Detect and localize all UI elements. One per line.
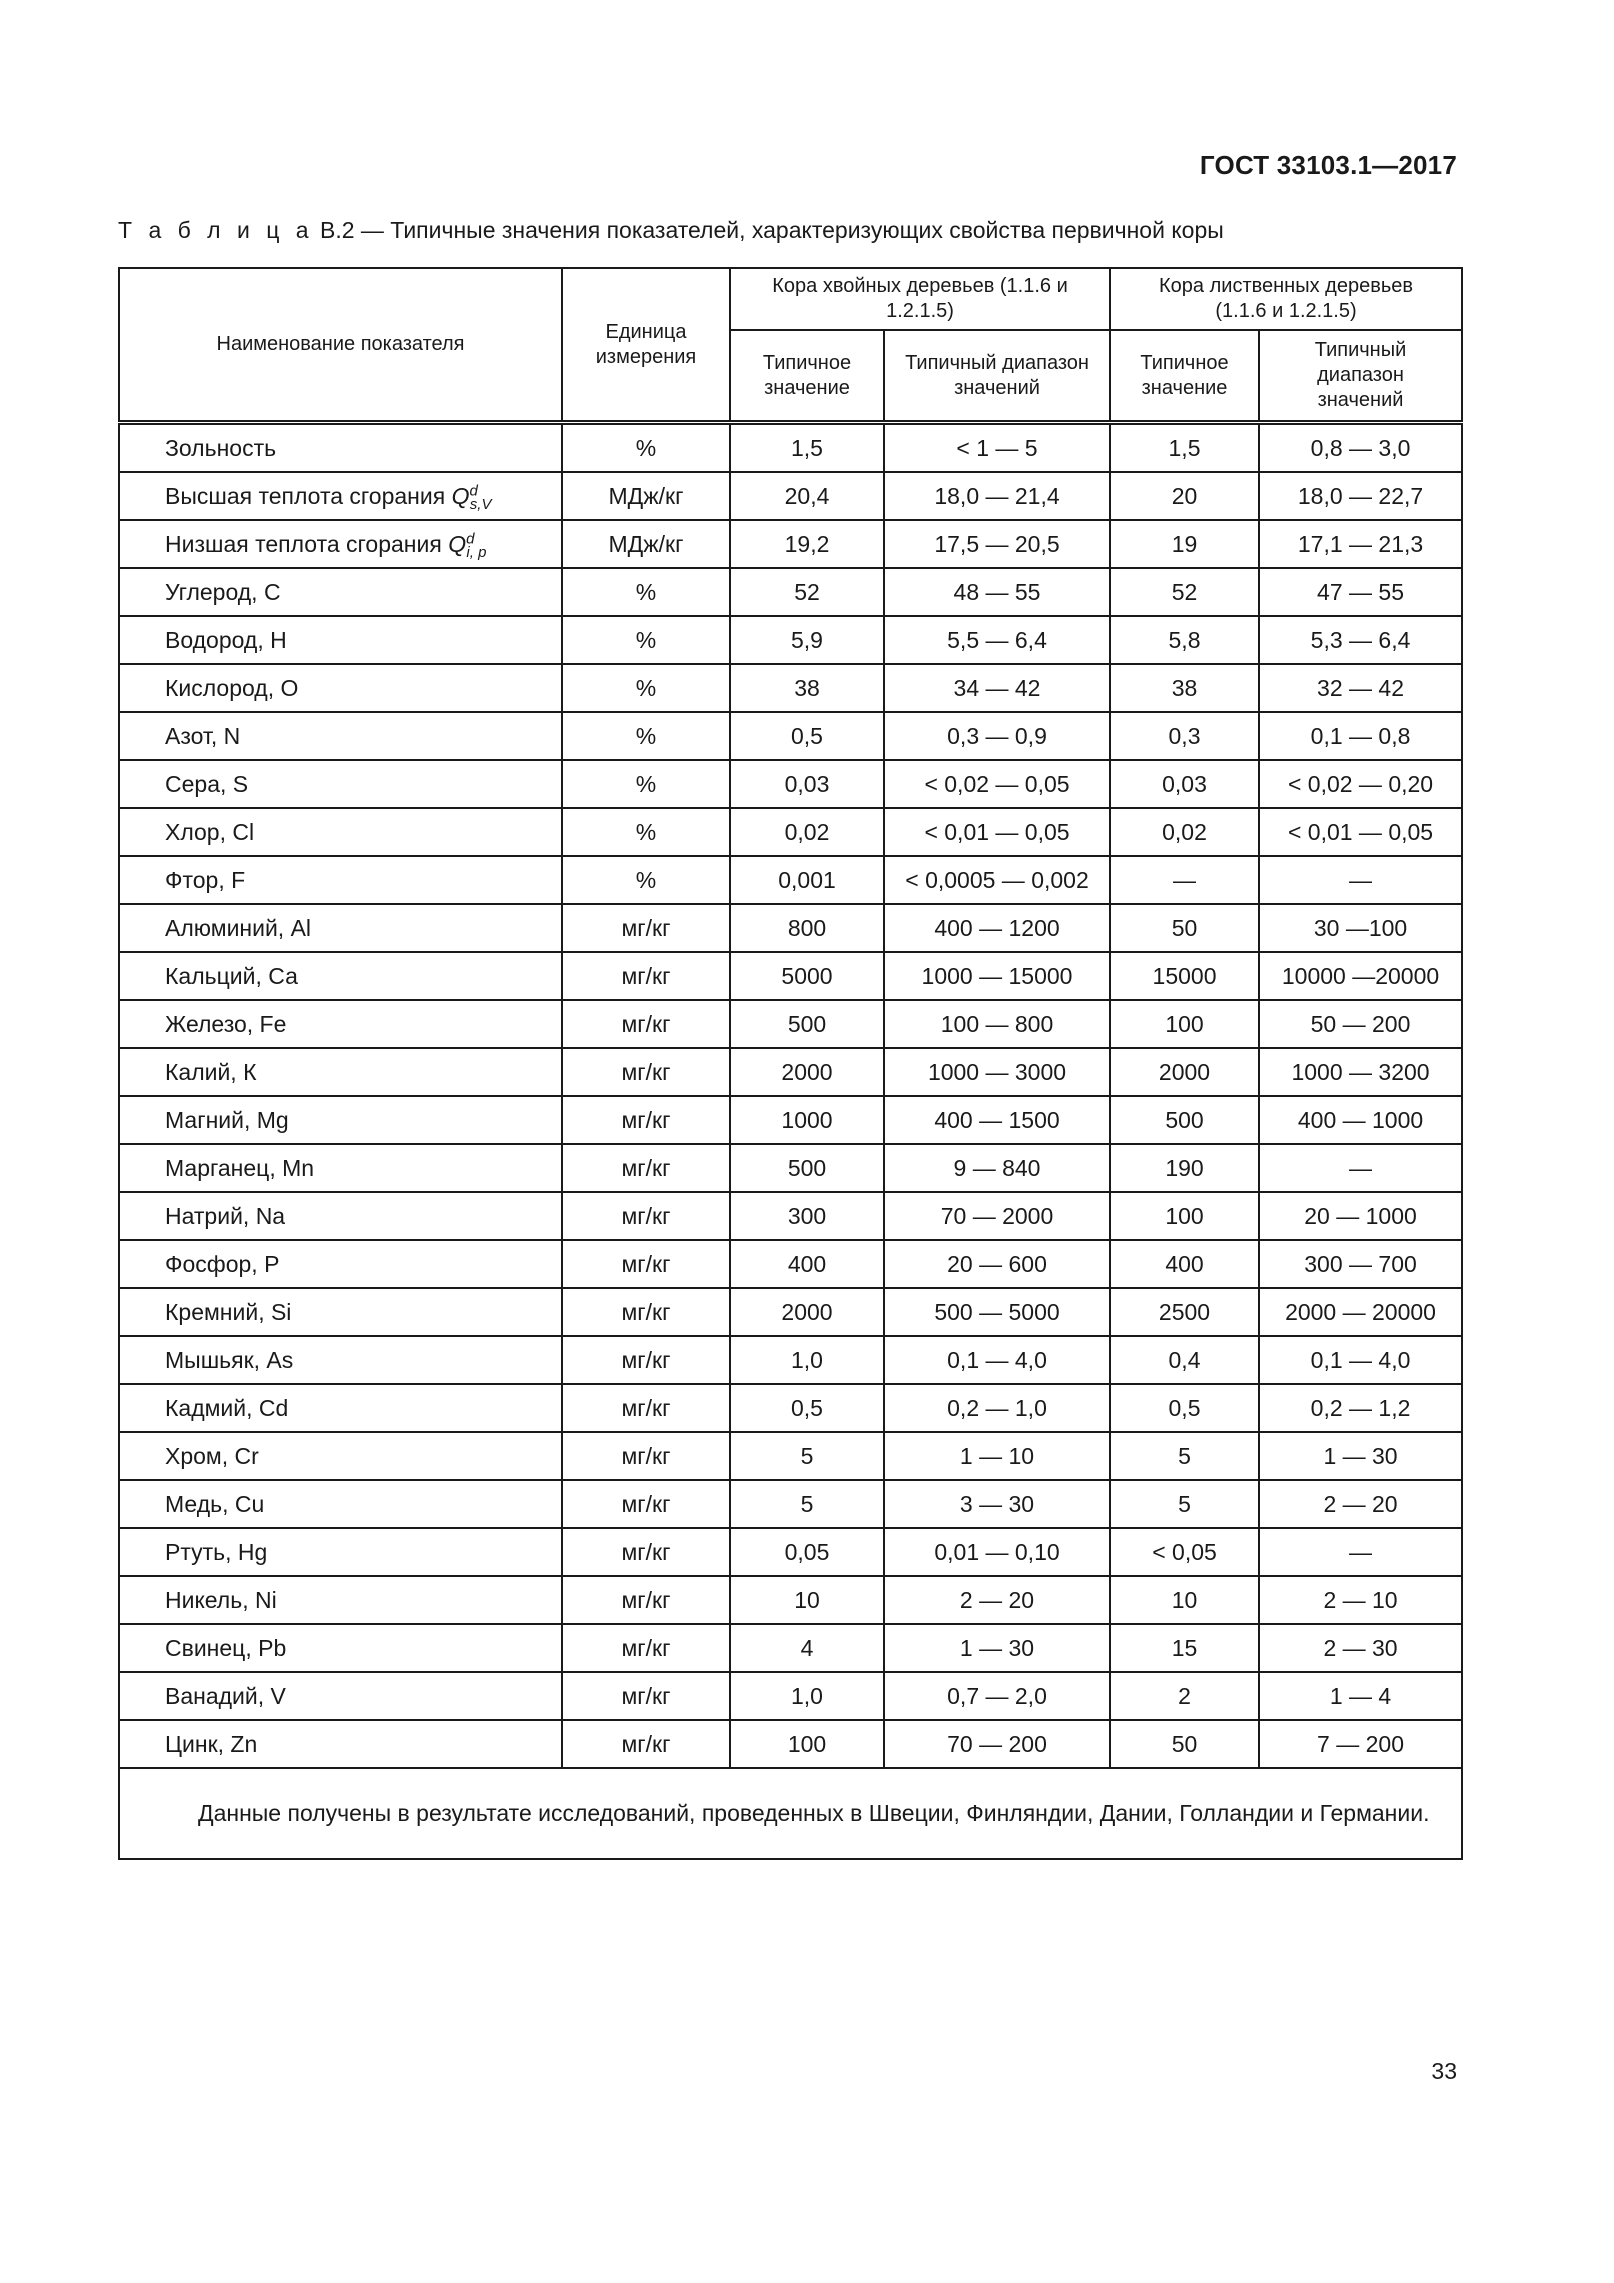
decid-range-cell: 2000 — 20000 (1259, 1288, 1462, 1336)
table-row (119, 1048, 1462, 1096)
conif-value-cell: 4 (730, 1624, 884, 1672)
indicator-name-cell: Магний, Mg (119, 1096, 562, 1144)
decid-value-cell: 15 (1110, 1624, 1259, 1672)
unit-cell: % (562, 616, 730, 664)
header-decid-typical-range: Типичный диапазон значений (1259, 330, 1462, 423)
heat-superscript: d (469, 481, 478, 499)
indicator-name-cell: Азот, N (119, 712, 562, 760)
unit-cell: мг/кг (562, 952, 730, 1000)
table-row (119, 520, 1462, 568)
decid-value-cell: 0,4 (1110, 1336, 1259, 1384)
conif-range-cell: 70 — 2000 (884, 1192, 1110, 1240)
table-row (119, 423, 1462, 473)
heat-superscript: d (466, 529, 475, 547)
heat-symbol: Q (451, 482, 470, 509)
decid-range-cell: 18,0 — 22,7 (1259, 472, 1462, 520)
table-caption (118, 217, 1224, 244)
heat-subscript: s,V (469, 496, 492, 514)
unit-cell: мг/кг (562, 1576, 730, 1624)
conif-range-cell: 0,01 — 0,10 (884, 1528, 1110, 1576)
decid-range-cell: 32 — 42 (1259, 664, 1462, 712)
standard-number: ГОСТ 33103.1—2017 (1199, 150, 1457, 180)
decid-range-cell: 0,8 — 3,0 (1259, 423, 1462, 473)
header-conif-typical-value: Типичное значение (730, 330, 884, 423)
decid-value-cell: 5,8 (1110, 616, 1259, 664)
decid-value-cell: 5 (1110, 1432, 1259, 1480)
decid-range-cell: 0,2 — 1,2 (1259, 1384, 1462, 1432)
decid-range-cell: 300 — 700 (1259, 1240, 1462, 1288)
conif-range-cell: 3 — 30 (884, 1480, 1110, 1528)
decid-value-cell: 38 (1110, 664, 1259, 712)
conif-value-cell: 800 (730, 904, 884, 952)
unit-cell: мг/кг (562, 1048, 730, 1096)
conif-range-cell: 48 — 55 (884, 568, 1110, 616)
conif-value-cell: 2000 (730, 1048, 884, 1096)
table-header-row (119, 268, 1462, 330)
table-row (119, 472, 1462, 520)
conif-value-cell: 5 (730, 1432, 884, 1480)
conif-value-cell: 100 (730, 1720, 884, 1768)
indicator-name-cell: Мышьяк, As (119, 1336, 562, 1384)
conif-range-cell: 500 — 5000 (884, 1288, 1110, 1336)
decid-range-cell: 7 — 200 (1259, 1720, 1462, 1768)
conif-value-cell: 5 (730, 1480, 884, 1528)
conif-range-cell: 18,0 — 21,4 (884, 472, 1110, 520)
indicator-name-cell: Марганец, Mn (119, 1144, 562, 1192)
decid-range-cell: 2 — 30 (1259, 1624, 1462, 1672)
decid-range-cell: 47 — 55 (1259, 568, 1462, 616)
decid-range-cell: 0,1 — 4,0 (1259, 1336, 1462, 1384)
conif-range-cell: < 0,02 — 0,05 (884, 760, 1110, 808)
conif-range-cell: 0,2 — 1,0 (884, 1384, 1110, 1432)
table-row (119, 904, 1462, 952)
unit-cell: мг/кг (562, 904, 730, 952)
table-row (119, 1432, 1462, 1480)
decid-range-cell: < 0,02 — 0,20 (1259, 760, 1462, 808)
header-conif-typical-range: Типичный диапазон значений (884, 330, 1110, 423)
decid-value-cell: 2000 (1110, 1048, 1259, 1096)
header-name: Наименование показателя (119, 268, 562, 423)
indicator-name-cell: Сера, S (119, 760, 562, 808)
decid-value-cell: 52 (1110, 568, 1259, 616)
table-row (119, 856, 1462, 904)
decid-range-cell: 2 — 10 (1259, 1576, 1462, 1624)
conif-value-cell: 0,05 (730, 1528, 884, 1576)
table-row (119, 1144, 1462, 1192)
conif-value-cell: 5,9 (730, 616, 884, 664)
indicator-name-cell: Ванадий, V (119, 1672, 562, 1720)
conif-range-cell: 0,1 — 4,0 (884, 1336, 1110, 1384)
conif-range-cell: 20 — 600 (884, 1240, 1110, 1288)
decid-value-cell: 2 (1110, 1672, 1259, 1720)
table-row (119, 1192, 1462, 1240)
conif-range-cell: 400 — 1200 (884, 904, 1110, 952)
conif-value-cell: 0,02 (730, 808, 884, 856)
bark-properties-table (118, 267, 1463, 1860)
unit-cell: МДж/кг (562, 520, 730, 568)
heat-subscript: i, p (466, 544, 487, 562)
indicator-name-cell: Фосфор, Р (119, 1240, 562, 1288)
conif-range-cell: 0,7 — 2,0 (884, 1672, 1110, 1720)
unit-cell: % (562, 712, 730, 760)
decid-range-cell: — (1259, 1528, 1462, 1576)
decid-value-cell: 190 (1110, 1144, 1259, 1192)
unit-cell: мг/кг (562, 1384, 730, 1432)
table-row (119, 664, 1462, 712)
unit-cell: мг/кг (562, 1720, 730, 1768)
table-row (119, 1288, 1462, 1336)
decid-value-cell: 5 (1110, 1480, 1259, 1528)
indicator-name-cell: Алюминий, Al (119, 904, 562, 952)
decid-range-cell: — (1259, 1144, 1462, 1192)
indicator-name-cell: Железо, Fe (119, 1000, 562, 1048)
conif-range-cell: 34 — 42 (884, 664, 1110, 712)
table-row (119, 1384, 1462, 1432)
indicator-name-cell (119, 472, 562, 520)
indicator-name-cell: Хром, Cr (119, 1432, 562, 1480)
table-row (119, 1096, 1462, 1144)
indicator-name-text: Низшая теплота сгорания (165, 530, 449, 557)
unit-cell: мг/кг (562, 1144, 730, 1192)
table-row (119, 1672, 1462, 1720)
table-row (119, 616, 1462, 664)
decid-range-cell: — (1259, 856, 1462, 904)
conif-range-cell: 17,5 — 20,5 (884, 520, 1110, 568)
conif-range-cell: 400 — 1500 (884, 1096, 1110, 1144)
indicator-name-text: Высшая теплота сгорания (165, 482, 452, 509)
unit-cell: мг/кг (562, 1000, 730, 1048)
conif-value-cell: 0,03 (730, 760, 884, 808)
page-number: 33 (1431, 2058, 1457, 2084)
unit-cell: мг/кг (562, 1480, 730, 1528)
decid-value-cell: 0,02 (1110, 808, 1259, 856)
table-row (119, 568, 1462, 616)
decid-value-cell: 20 (1110, 472, 1259, 520)
unit-cell: мг/кг (562, 1528, 730, 1576)
table-row (119, 1528, 1462, 1576)
header-decid-typical-value: Типичное значение (1110, 330, 1259, 423)
decid-range-cell: 1000 — 3200 (1259, 1048, 1462, 1096)
table-row (119, 952, 1462, 1000)
table-row (119, 1000, 1462, 1048)
decid-value-cell: 15000 (1110, 952, 1259, 1000)
conif-range-cell: < 1 — 5 (884, 423, 1110, 473)
conif-range-cell: 1000 — 3000 (884, 1048, 1110, 1096)
unit-cell: мг/кг (562, 1672, 730, 1720)
decid-value-cell: — (1110, 856, 1259, 904)
conif-value-cell: 1,0 (730, 1336, 884, 1384)
decid-range-cell: 5,3 — 6,4 (1259, 616, 1462, 664)
indicator-name-cell (119, 520, 562, 568)
unit-cell: % (562, 423, 730, 473)
indicator-name-cell: Калий, К (119, 1048, 562, 1096)
decid-value-cell: 0,5 (1110, 1384, 1259, 1432)
table-body (119, 423, 1462, 1860)
indicator-name-cell: Фтор, F (119, 856, 562, 904)
indicator-name-cell: Кальций, Са (119, 952, 562, 1000)
conif-value-cell: 2000 (730, 1288, 884, 1336)
indicator-name-cell: Никель, Ni (119, 1576, 562, 1624)
decid-range-cell: 1 — 30 (1259, 1432, 1462, 1480)
decid-value-cell: 1,5 (1110, 423, 1259, 473)
table-row (119, 1480, 1462, 1528)
decid-range-cell: 2 — 20 (1259, 1480, 1462, 1528)
decid-value-cell: 2500 (1110, 1288, 1259, 1336)
indicator-name-cell: Углерод, С (119, 568, 562, 616)
conif-value-cell: 0,001 (730, 856, 884, 904)
decid-value-cell: 0,03 (1110, 760, 1259, 808)
unit-cell: мг/кг (562, 1336, 730, 1384)
decid-value-cell: 0,3 (1110, 712, 1259, 760)
conif-value-cell: 38 (730, 664, 884, 712)
decid-range-cell: 20 — 1000 (1259, 1192, 1462, 1240)
unit-cell: % (562, 760, 730, 808)
table-note-row (119, 1768, 1462, 1859)
table-caption-prefix: Т а б л и ц а (118, 217, 314, 243)
header-unit: Единица измерения (562, 268, 730, 423)
decid-range-cell: 10000 —20000 (1259, 952, 1462, 1000)
conif-value-cell: 300 (730, 1192, 884, 1240)
decid-range-cell: 400 — 1000 (1259, 1096, 1462, 1144)
decid-value-cell: 500 (1110, 1096, 1259, 1144)
conif-value-cell: 0,5 (730, 712, 884, 760)
heat-symbol: Q (448, 530, 467, 557)
conif-value-cell: 1,5 (730, 423, 884, 473)
conif-value-cell: 52 (730, 568, 884, 616)
unit-cell: % (562, 568, 730, 616)
decid-value-cell: 400 (1110, 1240, 1259, 1288)
conif-value-cell: 500 (730, 1000, 884, 1048)
indicator-name-cell: Кадмий, Cd (119, 1384, 562, 1432)
unit-cell: мг/кг (562, 1624, 730, 1672)
indicator-name-cell: Кремний, Si (119, 1288, 562, 1336)
conif-range-cell: 0,3 — 0,9 (884, 712, 1110, 760)
table-row (119, 1720, 1462, 1768)
indicator-name-cell: Водород, Н (119, 616, 562, 664)
table-row (119, 1240, 1462, 1288)
conif-range-cell: 2 — 20 (884, 1576, 1110, 1624)
conif-range-cell: 1 — 10 (884, 1432, 1110, 1480)
unit-cell: % (562, 808, 730, 856)
decid-value-cell: 50 (1110, 904, 1259, 952)
header-group-coniferous: Кора хвойных деревьев (1.1.6 и 1.2.1.5) (730, 268, 1110, 330)
decid-value-cell: 19 (1110, 520, 1259, 568)
conif-range-cell: 5,5 — 6,4 (884, 616, 1110, 664)
conif-value-cell: 10 (730, 1576, 884, 1624)
conif-value-cell: 20,4 (730, 472, 884, 520)
conif-range-cell: < 0,01 — 0,05 (884, 808, 1110, 856)
decid-value-cell: 100 (1110, 1192, 1259, 1240)
decid-range-cell: 17,1 — 21,3 (1259, 520, 1462, 568)
conif-value-cell: 1,0 (730, 1672, 884, 1720)
table-row (119, 808, 1462, 856)
unit-cell: мг/кг (562, 1240, 730, 1288)
conif-value-cell: 0,5 (730, 1384, 884, 1432)
conif-value-cell: 19,2 (730, 520, 884, 568)
decid-value-cell: < 0,05 (1110, 1528, 1259, 1576)
conif-range-cell: 1 — 30 (884, 1624, 1110, 1672)
indicator-name-cell: Зольность (119, 423, 562, 473)
table-row (119, 712, 1462, 760)
indicator-name-cell: Натрий, Na (119, 1192, 562, 1240)
conif-value-cell: 5000 (730, 952, 884, 1000)
decid-range-cell: 30 —100 (1259, 904, 1462, 952)
indicator-name-cell: Кислород, О (119, 664, 562, 712)
decid-value-cell: 50 (1110, 1720, 1259, 1768)
decid-value-cell: 100 (1110, 1000, 1259, 1048)
conif-range-cell: < 0,0005 — 0,002 (884, 856, 1110, 904)
decid-range-cell: 1 — 4 (1259, 1672, 1462, 1720)
decid-range-cell: 0,1 — 0,8 (1259, 712, 1462, 760)
conif-range-cell: 9 — 840 (884, 1144, 1110, 1192)
conif-range-cell: 1000 — 15000 (884, 952, 1110, 1000)
table-row (119, 1576, 1462, 1624)
table-row (119, 1624, 1462, 1672)
conif-value-cell: 500 (730, 1144, 884, 1192)
indicator-name-cell: Хлор, Cl (119, 808, 562, 856)
decid-range-cell: < 0,01 — 0,05 (1259, 808, 1462, 856)
indicator-name-cell: Медь, Cu (119, 1480, 562, 1528)
conif-range-cell: 70 — 200 (884, 1720, 1110, 1768)
unit-cell: мг/кг (562, 1288, 730, 1336)
indicator-name-cell: Ртуть, Hg (119, 1528, 562, 1576)
indicator-name-cell: Цинк, Zn (119, 1720, 562, 1768)
conif-value-cell: 1000 (730, 1096, 884, 1144)
table-caption-text: В.2 — Типичные значения показателей, характеризующих свойства первичной коры (313, 217, 1224, 243)
unit-cell: % (562, 856, 730, 904)
table-row (119, 760, 1462, 808)
conif-range-cell: 100 — 800 (884, 1000, 1110, 1048)
unit-cell: мг/кг (562, 1192, 730, 1240)
unit-cell: МДж/кг (562, 472, 730, 520)
header-group-deciduous: Кора лиственных деревьев (1.1.6 и 1.2.1.5) (1110, 268, 1462, 330)
indicator-name-cell: Свинец, Pb (119, 1624, 562, 1672)
decid-value-cell: 10 (1110, 1576, 1259, 1624)
unit-cell: мг/кг (562, 1096, 730, 1144)
decid-range-cell: 50 — 200 (1259, 1000, 1462, 1048)
unit-cell: % (562, 664, 730, 712)
table-note: Данные получены в результате исследований, проведенных в Швеции, Финляндии, Дании, Голландии и Германии. (119, 1768, 1462, 1859)
conif-value-cell: 400 (730, 1240, 884, 1288)
unit-cell: мг/кг (562, 1432, 730, 1480)
table-row (119, 1336, 1462, 1384)
